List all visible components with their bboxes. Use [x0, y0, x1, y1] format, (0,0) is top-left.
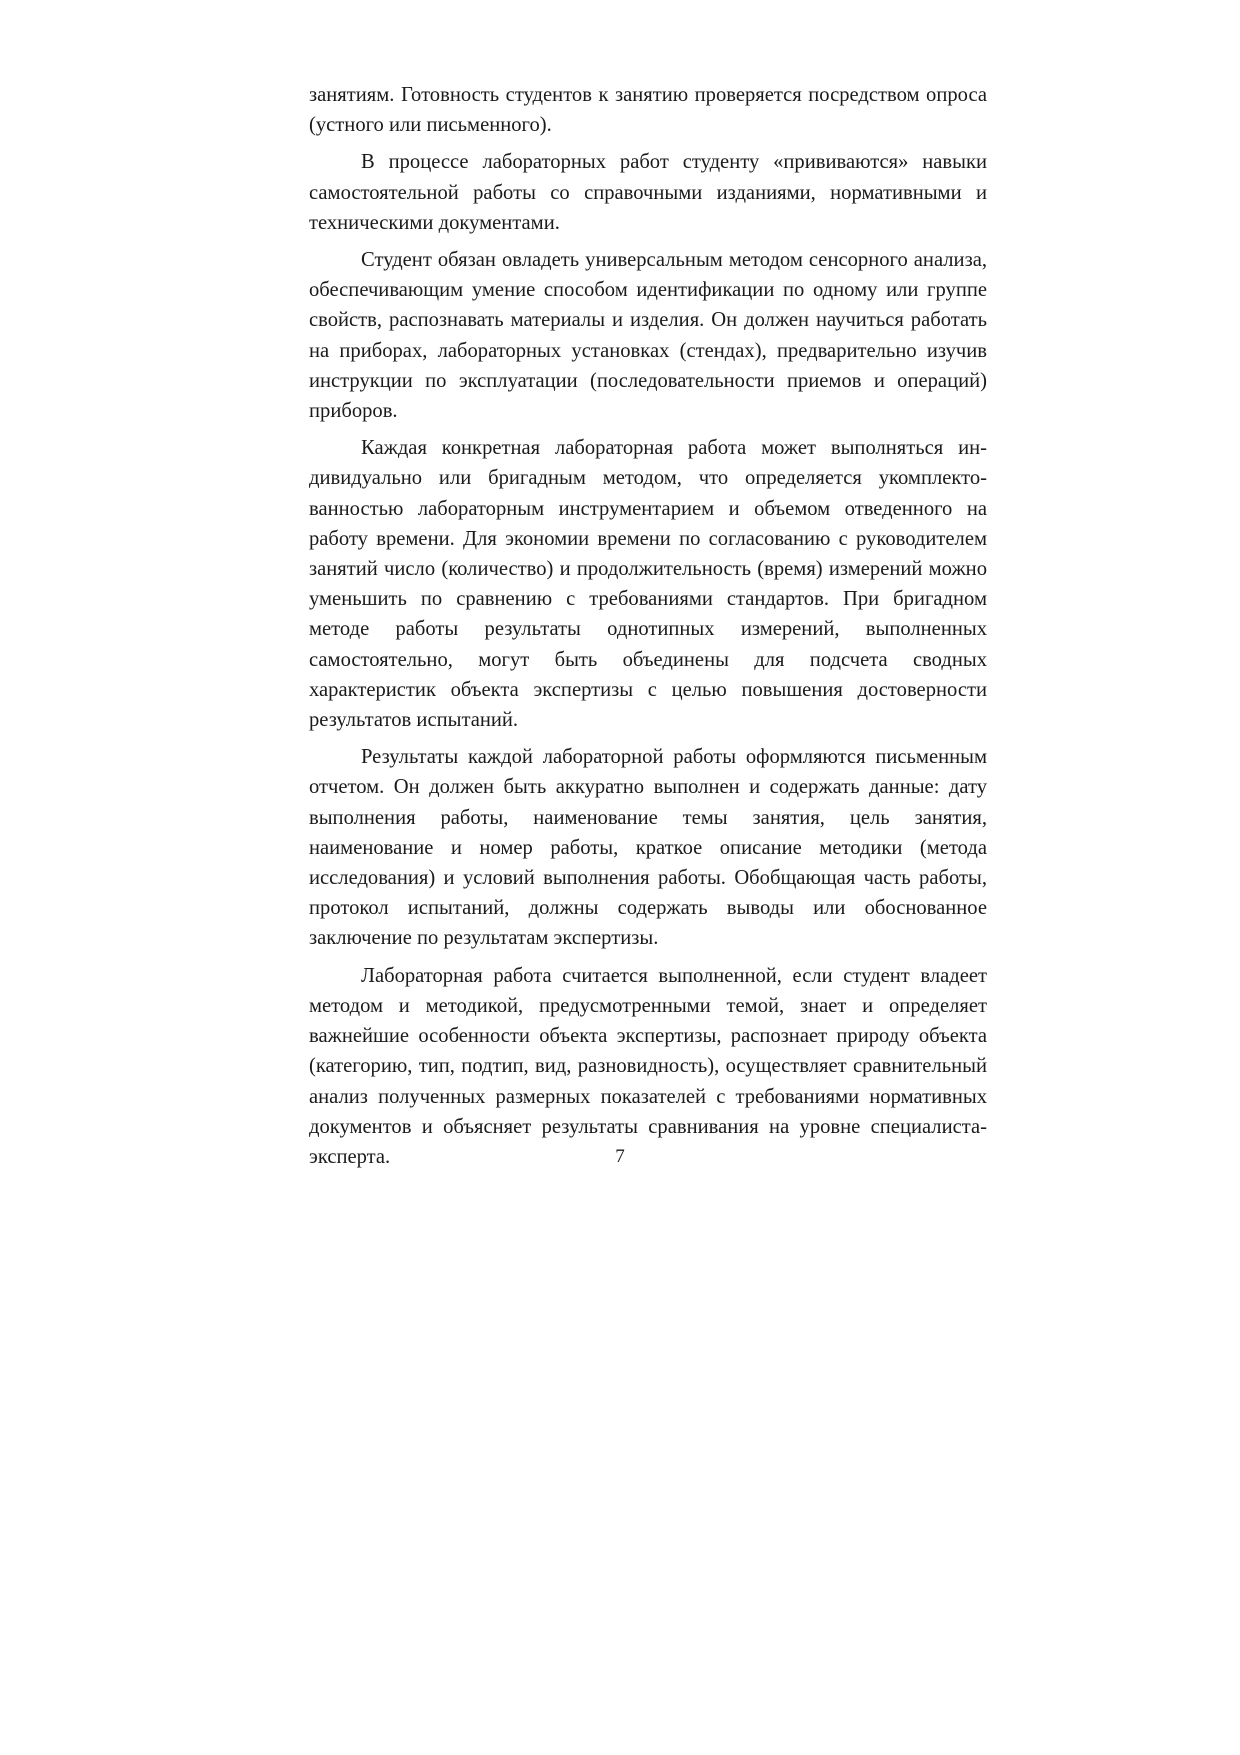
page-body: [309, 80, 987, 1179]
paragraph-1: занятиям. Готовность студентов к занятию проверяется посредством опроса (устного или письменного).: [309, 84, 987, 137]
paragraph-6: Лабораторная работа считается выполненной, если студент владеет методом и методикой, предусмотренными темой, знает и определяет важнейшие особенности объекта экспертизы, распознает природу объекта (категорию, тип, подтип, вид, разновидность), осуществляет сравнительный анализ полученных размерных показателей с требованиями нормативных документов и объясняет результаты сравнивания на уровне специалиста-эксперта.: [309, 964, 987, 1168]
page-number: 7: [615, 1146, 625, 1167]
paragraph-4: Каждая конкретная лабораторная работа может выполняться индивидуально или бригадным методом, что определяется укомплектованностью лабораторным инструментарием и объемом отведенного на работу времени. Для экономии времени по согласованию с руководителем занятий число (количество) и продолжительность (время) измерений можно уменьшить по сравнению с требованиями стандартов. При бригадном методе работы результаты однотипных измерений, выполненных самостоятельно, могут быть объединены для подсчета сводных характеристик объекта экспертизы с целью повышения достоверности результатов испытаний.: [309, 437, 987, 732]
paragraph-5: Результаты каждой лабораторной работы оформляются письменным отчетом. Он должен быть аккуратно выполнен и содержать данные: дату выполнения работы, наименование темы занятия, цель занятия, наименование и номер работы, краткое описание методики (метода исследования) и условий выполнения работы. Обобщающая часть работы, протокол испытаний, должны содержать выводы или обоснованное заключение по результатам экспертизы.: [309, 746, 987, 950]
paragraph-3: Студент обязан овладеть универсальным методом сенсорного анализа, обеспечивающим умение способом идентификации по одному или группе свойств, распознавать материалы и изделия. Он должен научиться работать на приборах, лабораторных установках (стендах), предварительно изучив инструкции по эксплуатации (последовательности приемов и операций) приборов.: [309, 249, 987, 423]
paragraph-2: В процессе лабораторных работ студенту «прививаются» навыки самостоятельной работы со справочными изданиями, нормативными и техническими документами.: [309, 151, 987, 234]
